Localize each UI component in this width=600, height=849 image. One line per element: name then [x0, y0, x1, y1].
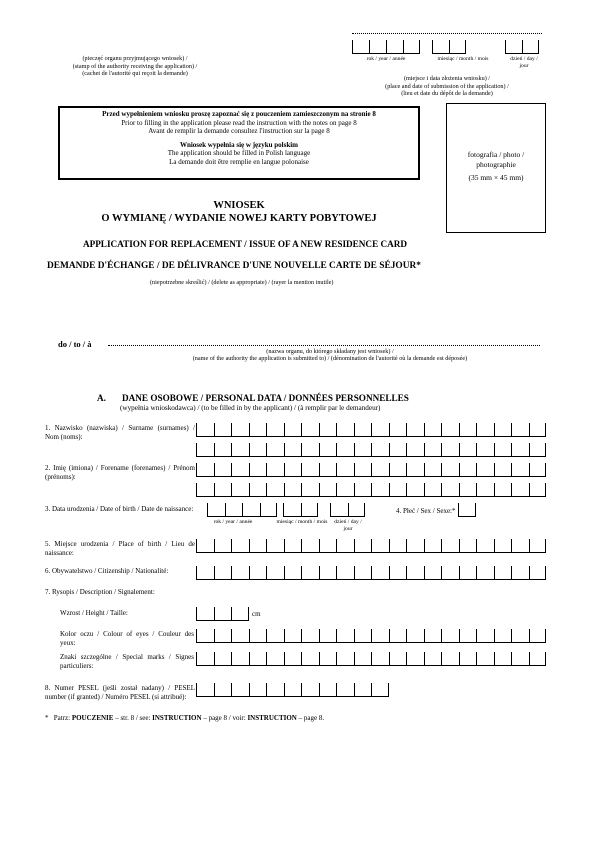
- char-box[interactable]: [266, 423, 284, 437]
- char-box[interactable]: [231, 423, 249, 437]
- char-box[interactable]: [441, 652, 459, 666]
- forename-boxes-row1[interactable]: [196, 463, 546, 477]
- char-box[interactable]: [214, 423, 232, 437]
- char-box[interactable]: [406, 566, 424, 580]
- pob-boxes[interactable]: [196, 539, 546, 553]
- submission-month-label: miesiąc / month / mois: [437, 56, 489, 62]
- notice-language-fr: La demande doit être remplie en langue polonaise: [169, 157, 309, 166]
- char-box[interactable]: [214, 652, 232, 666]
- title-strike-note: (niepotrzebne skreślić) / (delete as appropriate) / (rayer la mention inutile): [150, 279, 334, 286]
- char-box[interactable]: [196, 443, 214, 457]
- section-a-heading: A. DANE OSOBOWE / PERSONAL DATA / DONNÉES PERSONNELLES: [97, 393, 409, 403]
- photo-size-caption: (35 mm × 45 mm): [468, 173, 524, 182]
- height-unit: cm: [252, 610, 261, 618]
- char-box[interactable]: [424, 443, 442, 457]
- char-box[interactable]: [354, 539, 372, 553]
- char-box[interactable]: [231, 566, 249, 580]
- char-box[interactable]: [441, 629, 459, 643]
- char-box[interactable]: [424, 566, 442, 580]
- char-box[interactable]: [249, 463, 267, 477]
- surname-boxes-row1[interactable]: [196, 423, 546, 437]
- char-box[interactable]: [196, 683, 214, 697]
- char-box[interactable]: [494, 443, 512, 457]
- char-box[interactable]: [441, 539, 459, 553]
- char-box[interactable]: [371, 629, 389, 643]
- char-box[interactable]: [371, 443, 389, 457]
- char-box[interactable]: [249, 629, 267, 643]
- char-box[interactable]: [196, 483, 214, 497]
- char-box[interactable]: [214, 463, 232, 477]
- section-a-subheading: (wypełnia wnioskodawca) / (to be filled in by the applicant) / (à remplir par le demandeur): [120, 404, 381, 412]
- title-polish: O WYMIANĘ / WYDANIE NOWEJ KARTY POBYTOWEJ: [101, 213, 377, 224]
- char-box[interactable]: [441, 423, 459, 437]
- recipient-label: do / to / à: [58, 339, 92, 349]
- char-box[interactable]: [319, 566, 337, 580]
- dob-day-label: dzień / day / jour: [334, 519, 362, 532]
- footnote-text-4: – page 8.: [296, 714, 325, 722]
- char-box[interactable]: [494, 539, 512, 553]
- char-box[interactable]: [348, 503, 366, 517]
- char-box[interactable]: [214, 566, 232, 580]
- char-box[interactable]: [196, 629, 214, 643]
- submission-day-label: dzień / day / jour: [510, 56, 538, 69]
- char-box[interactable]: [249, 443, 267, 457]
- char-box[interactable]: [494, 463, 512, 477]
- place-date-dotted-line: [352, 33, 542, 34]
- char-box[interactable]: [231, 629, 249, 643]
- char-box[interactable]: [231, 443, 249, 457]
- char-box[interactable]: [336, 483, 354, 497]
- char-box[interactable]: [266, 652, 284, 666]
- char-box[interactable]: [354, 423, 372, 437]
- char-box[interactable]: [511, 629, 529, 643]
- char-box[interactable]: [196, 566, 214, 580]
- char-box[interactable]: [207, 503, 225, 517]
- notice-read-fr: Avant de remplir la demande consultez l'instruction sur la page 8: [148, 127, 330, 136]
- char-box[interactable]: [214, 607, 232, 621]
- char-box[interactable]: [301, 683, 319, 697]
- place-caption-en: (place and date of submission of the application) /: [385, 82, 509, 90]
- char-box[interactable]: [214, 629, 232, 643]
- char-box[interactable]: [354, 629, 372, 643]
- footnote-star: *: [45, 714, 49, 722]
- char-box[interactable]: [406, 423, 424, 437]
- footnote-bold-3: INSTRUCTION: [247, 714, 297, 722]
- char-box[interactable]: [301, 539, 319, 553]
- char-box[interactable]: [424, 539, 442, 553]
- char-box[interactable]: [476, 629, 494, 643]
- char-box[interactable]: [371, 483, 389, 497]
- char-box[interactable]: [494, 629, 512, 643]
- char-box[interactable]: [476, 566, 494, 580]
- title-french: DEMANDE D'ÉCHANGE / DE DÉLIVRANCE D'UNE NOUVELLE CARTE DE SÉJOUR*: [47, 261, 421, 271]
- char-box[interactable]: [459, 463, 477, 477]
- char-box[interactable]: [284, 652, 302, 666]
- recipient-dotted-line[interactable]: [108, 345, 540, 346]
- char-box[interactable]: [231, 607, 249, 621]
- char-box[interactable]: [231, 483, 249, 497]
- height-boxes[interactable]: [196, 607, 249, 621]
- char-box[interactable]: [319, 629, 337, 643]
- char-box[interactable]: [319, 539, 337, 553]
- notice-read-en: Prior to filling in the application please read the instruction with the notes on page 8: [121, 118, 357, 127]
- surname-boxes-row2[interactable]: [196, 443, 546, 457]
- char-box[interactable]: [266, 566, 284, 580]
- char-box[interactable]: [511, 566, 529, 580]
- submission-day-boxes[interactable]: [505, 40, 539, 54]
- char-box[interactable]: [406, 463, 424, 477]
- char-box[interactable]: [511, 463, 529, 477]
- char-box[interactable]: [336, 566, 354, 580]
- special-marks-label: Znaki szczególne / Special marks / Signes particuliers:: [60, 653, 194, 670]
- title-wniosek: WNIOSEK: [213, 200, 265, 211]
- dob-day-boxes[interactable]: [330, 503, 365, 517]
- char-box[interactable]: [336, 423, 354, 437]
- char-box[interactable]: [336, 463, 354, 477]
- notice-read-pl: Przed wypełnieniem wniosku proszę zapoznać się z pouczeniem zamieszczonym na stronie 8: [102, 110, 376, 118]
- char-box[interactable]: [371, 423, 389, 437]
- char-box[interactable]: [284, 629, 302, 643]
- char-box[interactable]: [371, 652, 389, 666]
- char-box[interactable]: [301, 629, 319, 643]
- char-box[interactable]: [266, 539, 284, 553]
- citizenship-label: 6. Obywatelstwo / Citizenship / Nationalité:: [45, 567, 169, 575]
- char-box[interactable]: [249, 652, 267, 666]
- char-box[interactable]: [260, 503, 278, 517]
- char-box[interactable]: [336, 683, 354, 697]
- char-box[interactable]: [459, 483, 477, 497]
- footnote: [45, 714, 324, 723]
- dob-month-boxes[interactable]: [283, 503, 318, 517]
- char-box[interactable]: [406, 652, 424, 666]
- submission-month-boxes[interactable]: [432, 40, 466, 54]
- char-box[interactable]: [214, 443, 232, 457]
- char-box[interactable]: [301, 503, 319, 517]
- char-box[interactable]: [511, 652, 529, 666]
- char-box[interactable]: [319, 483, 337, 497]
- char-box[interactable]: [319, 423, 337, 437]
- char-box[interactable]: [266, 483, 284, 497]
- char-box[interactable]: [371, 683, 389, 697]
- char-box[interactable]: [441, 566, 459, 580]
- char-box[interactable]: [389, 539, 407, 553]
- special-marks-boxes[interactable]: [196, 652, 546, 666]
- char-box[interactable]: [354, 443, 372, 457]
- char-box[interactable]: [242, 503, 260, 517]
- char-box[interactable]: [529, 539, 547, 553]
- char-box[interactable]: [459, 629, 477, 643]
- char-box[interactable]: [231, 539, 249, 553]
- dob-year-boxes[interactable]: [207, 503, 277, 517]
- char-box[interactable]: [231, 683, 249, 697]
- footnote-text-3: – page 8 / voir:: [201, 714, 248, 722]
- forename-label: 2. Imię (imiona) / Forename (forenames) / Prénom (prénoms):: [45, 464, 195, 481]
- char-box[interactable]: [459, 566, 477, 580]
- char-box[interactable]: [494, 483, 512, 497]
- char-box[interactable]: [284, 566, 302, 580]
- submission-year-boxes[interactable]: [352, 40, 420, 54]
- char-box[interactable]: [511, 483, 529, 497]
- stamp-area: [40, 55, 230, 78]
- surname-label: 1. Nazwisko (nazwiska) / Surname (surnames) / Nom (noms):: [45, 424, 195, 441]
- char-box[interactable]: [354, 683, 372, 697]
- char-box[interactable]: [441, 463, 459, 477]
- pesel-boxes[interactable]: [196, 683, 389, 697]
- char-box[interactable]: [511, 423, 529, 437]
- footnote-bold-2: INSTRUCTION: [152, 714, 202, 722]
- char-box[interactable]: [354, 652, 372, 666]
- char-box[interactable]: [459, 443, 477, 457]
- submission-year-label: rok / year / année: [366, 56, 406, 62]
- sex-label: 4. Płeć / Sex / Sexe:*: [396, 507, 456, 515]
- char-box[interactable]: [459, 652, 477, 666]
- char-box[interactable]: [476, 483, 494, 497]
- char-box[interactable]: [529, 443, 547, 457]
- char-box[interactable]: [301, 423, 319, 437]
- notice-language-en: The application should be filled in Polish language: [167, 149, 311, 158]
- stamp-caption-pl: (pieczęć organu przyjmującego wniosek) /: [82, 55, 188, 62]
- char-box[interactable]: [319, 683, 337, 697]
- instruction-notice-box: [58, 106, 420, 180]
- citizenship-boxes[interactable]: [196, 566, 546, 580]
- char-box[interactable]: [424, 423, 442, 437]
- char-box[interactable]: [511, 443, 529, 457]
- char-box[interactable]: [424, 652, 442, 666]
- char-box[interactable]: [196, 539, 214, 553]
- char-box[interactable]: [371, 539, 389, 553]
- char-box[interactable]: [249, 483, 267, 497]
- char-box[interactable]: [319, 652, 337, 666]
- char-box[interactable]: [389, 483, 407, 497]
- recipient-caption-en-fr: (name of the authority the application is submitted to) / (dénomination de l'autorité où la demande est déposée): [192, 355, 468, 362]
- char-box[interactable]: [424, 629, 442, 643]
- char-box[interactable]: [266, 443, 284, 457]
- place-caption-fr: (lieu et date du dépôt de la demande): [401, 90, 493, 98]
- char-box[interactable]: [371, 463, 389, 477]
- stamp-caption-en: (stamp of the authority receiving the application) /: [72, 62, 198, 70]
- sex-box[interactable]: [458, 503, 476, 517]
- stamp-caption-fr: (cachet de l'autorité qui reçoit la demande): [82, 70, 188, 78]
- char-box[interactable]: [266, 629, 284, 643]
- footnote-text-2: – str. 8 / see:: [113, 714, 153, 722]
- char-box[interactable]: [406, 483, 424, 497]
- char-box[interactable]: [196, 607, 214, 621]
- char-box[interactable]: [389, 443, 407, 457]
- char-box[interactable]: [249, 423, 267, 437]
- char-box[interactable]: [283, 503, 301, 517]
- char-box[interactable]: [371, 566, 389, 580]
- char-box[interactable]: [330, 503, 348, 517]
- footnote-bold-1: POUCZENIE: [71, 714, 114, 722]
- char-box[interactable]: [284, 539, 302, 553]
- char-box[interactable]: [266, 463, 284, 477]
- char-box[interactable]: [336, 443, 354, 457]
- char-box[interactable]: [301, 566, 319, 580]
- dob-label: 3. Data urodzenia / Date of birth / Date de naissance:: [45, 505, 194, 513]
- description-label: 7. Rysopis / Description / Signalement:: [45, 588, 155, 596]
- char-box[interactable]: [284, 483, 302, 497]
- char-box[interactable]: [476, 539, 494, 553]
- char-box[interactable]: [406, 443, 424, 457]
- char-box[interactable]: [458, 503, 476, 517]
- char-box[interactable]: [406, 629, 424, 643]
- char-box[interactable]: [406, 539, 424, 553]
- char-box[interactable]: [301, 652, 319, 666]
- char-box[interactable]: [196, 652, 214, 666]
- char-box[interactable]: [284, 683, 302, 697]
- char-box[interactable]: [441, 483, 459, 497]
- char-box[interactable]: [284, 443, 302, 457]
- char-box[interactable]: [529, 463, 547, 477]
- char-box[interactable]: [354, 463, 372, 477]
- char-box[interactable]: [529, 566, 547, 580]
- char-box[interactable]: [301, 443, 319, 457]
- photo-box[interactable]: [446, 103, 546, 233]
- char-box[interactable]: [476, 463, 494, 477]
- eye-colour-label: Kolor oczu / Colour of eyes / Couleur des yeux:: [60, 630, 194, 647]
- char-box[interactable]: [249, 566, 267, 580]
- dob-month-label: miesiąc / month / mois: [276, 519, 328, 525]
- char-box[interactable]: [389, 652, 407, 666]
- char-box[interactable]: [319, 463, 337, 477]
- char-box[interactable]: [494, 423, 512, 437]
- pesel-label: 8. Numer PESEL (jeśli został nadany) / PESEL number (if granted) / Numéro PESEL (si attribué):: [45, 684, 195, 701]
- char-box[interactable]: [494, 652, 512, 666]
- char-box[interactable]: [196, 463, 214, 477]
- char-box[interactable]: [196, 423, 214, 437]
- char-box[interactable]: [249, 539, 267, 553]
- place-caption-pl: (miejsce i data złożenia wniosku) /: [403, 75, 491, 82]
- photo-caption: [447, 150, 545, 183]
- char-box[interactable]: [389, 629, 407, 643]
- char-box[interactable]: [214, 539, 232, 553]
- char-box[interactable]: [231, 463, 249, 477]
- char-box[interactable]: [354, 483, 372, 497]
- photo-caption-line1: fotografia / photo /: [467, 150, 525, 159]
- char-box[interactable]: [529, 483, 547, 497]
- char-box[interactable]: [494, 566, 512, 580]
- char-box[interactable]: [529, 629, 547, 643]
- notice-language-pl: Wniosek wypełnia się w języku polskim: [179, 140, 299, 149]
- char-box[interactable]: [389, 423, 407, 437]
- char-box[interactable]: [459, 539, 477, 553]
- recipient-caption-pl: (nazwa organu, do którego składany jest wniosek) /: [266, 348, 394, 355]
- title-english: APPLICATION FOR REPLACEMENT / ISSUE OF A NEW RESIDENCE CARD: [82, 239, 408, 249]
- char-box[interactable]: [354, 566, 372, 580]
- char-box[interactable]: [319, 443, 337, 457]
- char-box[interactable]: [389, 463, 407, 477]
- pob-label: 5. Miejsce urodzenia / Place of birth / Lieu de naissance:: [45, 540, 195, 557]
- footnote-text-1: Patrz:: [53, 714, 72, 722]
- place-date-caption: [352, 75, 542, 98]
- char-box[interactable]: [459, 423, 477, 437]
- char-box[interactable]: [424, 463, 442, 477]
- char-box[interactable]: [476, 423, 494, 437]
- forename-boxes-row2[interactable]: [196, 483, 546, 497]
- char-box[interactable]: [529, 423, 547, 437]
- char-box[interactable]: [476, 652, 494, 666]
- char-box[interactable]: [266, 683, 284, 697]
- char-box[interactable]: [301, 483, 319, 497]
- photo-caption-line2: photographie: [476, 159, 516, 169]
- char-box[interactable]: [231, 652, 249, 666]
- char-box[interactable]: [284, 423, 302, 437]
- char-box[interactable]: [214, 483, 232, 497]
- char-box[interactable]: [389, 566, 407, 580]
- char-box[interactable]: [529, 652, 547, 666]
- char-box[interactable]: [336, 539, 354, 553]
- height-label: Wzrost / Height / Taille:: [60, 609, 128, 617]
- char-box[interactable]: [336, 629, 354, 643]
- char-box[interactable]: [214, 683, 232, 697]
- char-box[interactable]: [441, 443, 459, 457]
- char-box[interactable]: [476, 443, 494, 457]
- char-box[interactable]: [284, 463, 302, 477]
- char-box[interactable]: [424, 483, 442, 497]
- char-box[interactable]: [225, 503, 243, 517]
- char-box[interactable]: [511, 539, 529, 553]
- char-box[interactable]: [301, 463, 319, 477]
- dob-year-label: rok / year / année: [213, 519, 253, 525]
- char-box[interactable]: [336, 652, 354, 666]
- eye-colour-boxes[interactable]: [196, 629, 546, 643]
- char-box[interactable]: [249, 683, 267, 697]
